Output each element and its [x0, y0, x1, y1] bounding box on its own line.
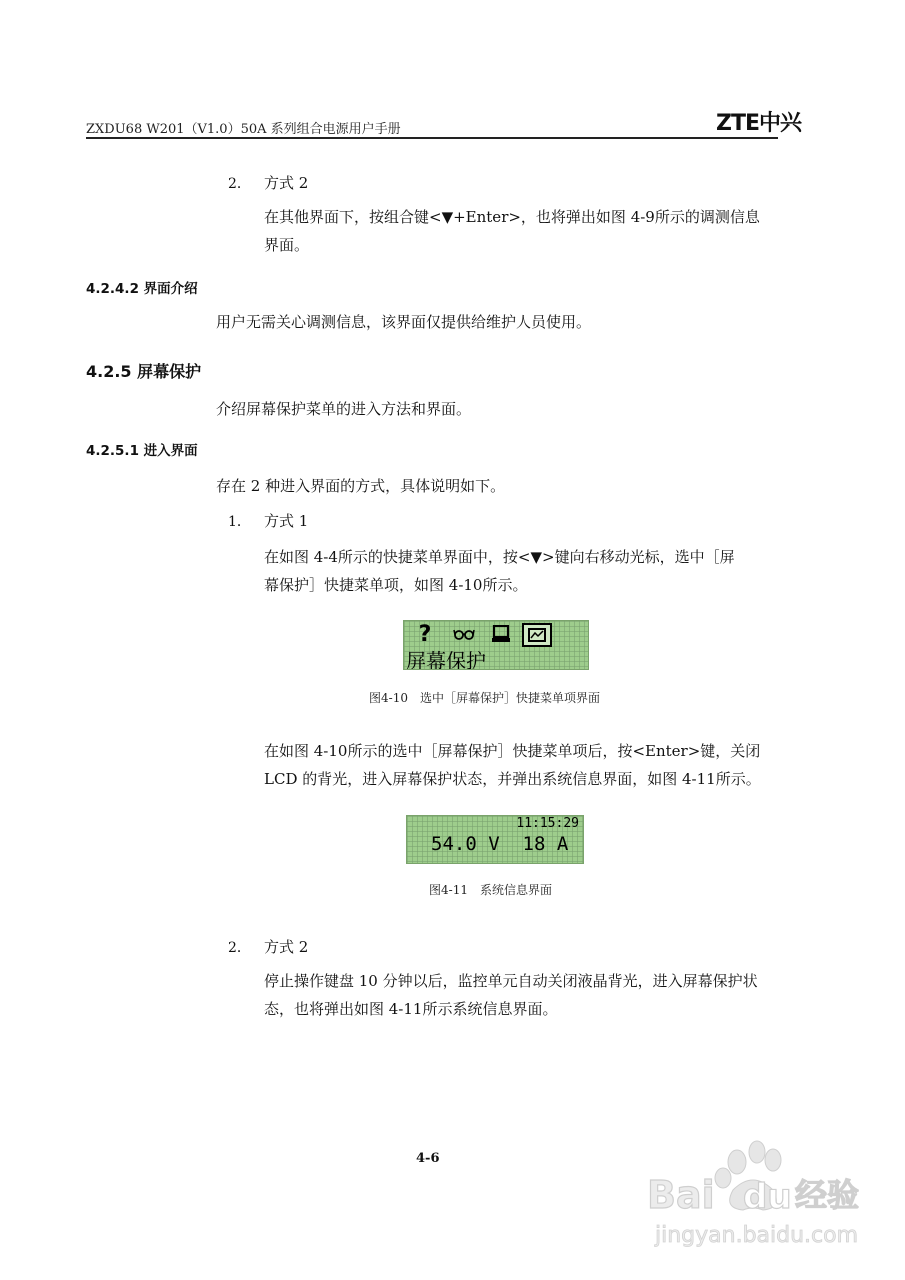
watermark-brand-du: du — [743, 1177, 792, 1217]
section-heading-4242: 4.2.4.2 界面介绍 — [86, 281, 198, 297]
baidu-watermark — [645, 1138, 875, 1268]
method2b-number: 2． — [228, 940, 251, 956]
watermark-brand-cn: 经验 — [795, 1176, 860, 1214]
header-title: ZXDU68 W201（V1.0）50A 系列组合电源用户手册 — [86, 122, 401, 137]
method2b-line1: 停止操作键盘 10 分钟以后，监控单元自动关闭液晶背光，进入屏幕保护状 — [264, 972, 758, 990]
method1-number: 1． — [228, 514, 251, 530]
watermark-url: jingyan.baidu.com — [655, 1223, 859, 1248]
section-heading-425: 4.2.5 屏幕保护 — [86, 362, 202, 381]
method2-number: 2． — [228, 176, 251, 192]
method2b-title: 方式 2 — [264, 938, 309, 956]
glasses-icon — [452, 623, 476, 645]
figure-4-10-caption: 图4-10 选中［屏幕保护］快捷菜单项界面 — [369, 691, 600, 705]
method2-line2: 界面。 — [264, 236, 310, 254]
method1-title: 方式 1 — [264, 512, 309, 530]
zte-logo: ZTE中兴 — [716, 111, 801, 136]
screensaver-intro-text: 介绍屏幕保护菜单的进入方法和界面。 — [216, 400, 472, 418]
method2b-line2: 态，也将弹出如图 4-11所示系统信息界面。 — [264, 1000, 558, 1018]
lcd-time: 11:15:29 — [516, 816, 579, 831]
page-number: 4-6 — [416, 1151, 440, 1166]
two-methods-text: 存在 2 种进入界面的方式，具体说明如下。 — [216, 477, 506, 495]
lcd-voltage: 54.0 V — [431, 833, 500, 855]
method1-line2: 幕保护］快捷菜单项，如图 4-10所示。 — [264, 576, 528, 594]
header-rule — [86, 137, 778, 139]
lcd-quick-menu — [403, 620, 589, 670]
section-heading-4251: 4.2.5.1 进入界面 — [86, 443, 198, 459]
help-icon: ? — [418, 621, 432, 647]
method1-line1: 在如图 4-4所示的快捷菜单界面中，按<▼>键向右移动光标，选中［屏 — [264, 548, 735, 566]
method2-line1: 在其他界面下，按组合键<▼+Enter>，也将弹出如图 4-9所示的调测信息 — [264, 208, 760, 226]
lcd-readings — [431, 833, 568, 855]
lcd-system-info — [406, 815, 584, 864]
figure-4-11-caption: 图4-11 系统信息界面 — [429, 883, 552, 897]
computer-icon — [490, 623, 512, 645]
lcd-selected-label: 屏幕保护 — [406, 649, 486, 670]
lcd-current: 18 A — [522, 833, 569, 855]
method2-title: 方式 2 — [264, 174, 309, 192]
after-fig410-line1: 在如图 4-10所示的选中［屏幕保护］快捷菜单项后，按<Enter>键，关闭 — [264, 742, 761, 760]
screensaver-icon — [522, 623, 552, 647]
watermark-brand: Bai — [647, 1173, 715, 1217]
after-fig410-line2: LCD 的背光，进入屏幕保护状态，并弹出系统信息界面，如图 4-11所示。 — [264, 770, 761, 788]
interface-intro-text: 用户无需关心调测信息，该界面仅提供给维护人员使用。 — [216, 313, 592, 331]
